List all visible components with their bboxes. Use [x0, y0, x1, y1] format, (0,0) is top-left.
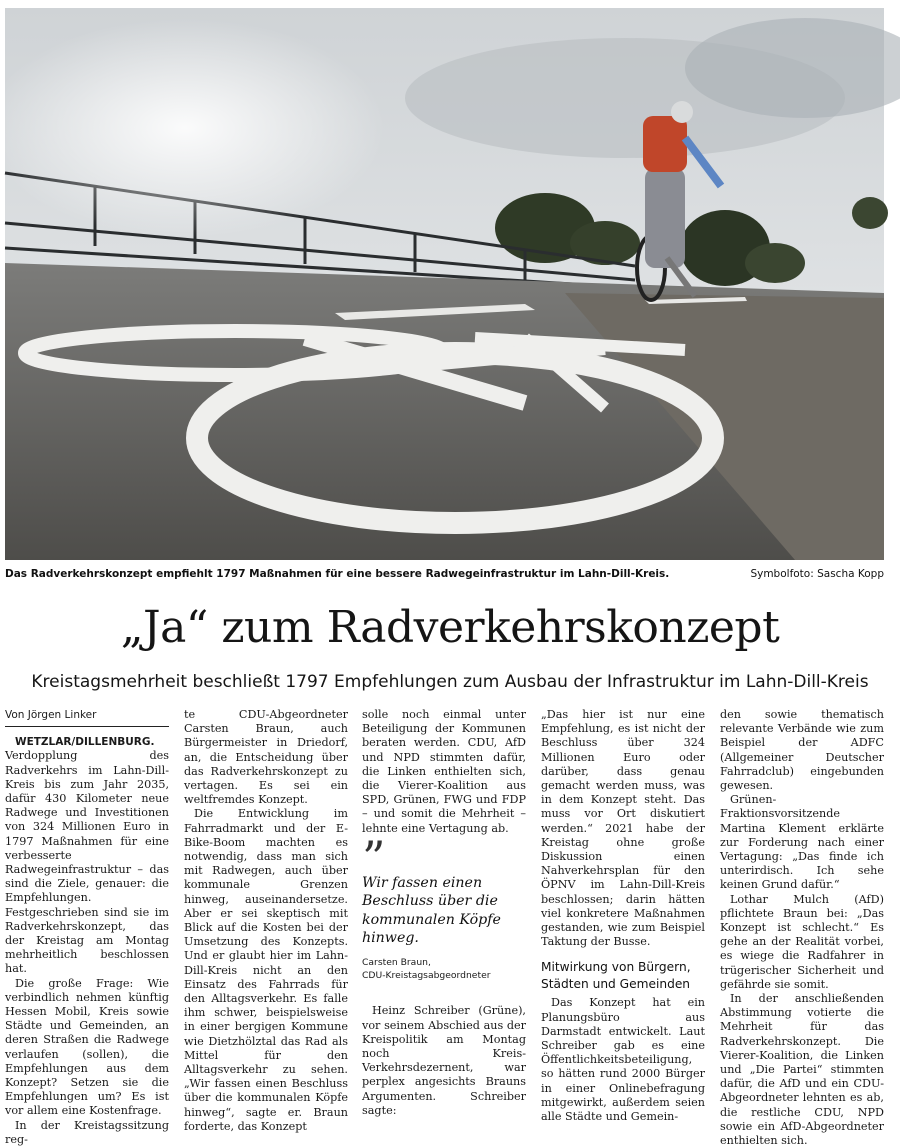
paragraph: In der anschließenden Abstimmung votierte die Mehrheit für das Radverkehrskonzept. Die Vierer-Koalition, die Linken und „Die Partei“ stimmten dafür, die AfD und ein CDU-Abgeordneter lehnten es ab, die restliche CDU, NPD sowie ein AfD-Abgeordneter enthielten sich. — [720, 992, 884, 1148]
article-column-3 — [362, 708, 526, 1117]
photo-caption — [5, 568, 884, 584]
article-column-2 — [184, 708, 348, 1133]
paragraph: WETZLAR/DILLENBURG. Verdopplung des Radverkehrs im Lahn-Dill-Kreis bis zum Jahr 2035, dafür 430 Kilometer neue Radwege und Investitionen von 324 Millionen Euro in 1797 Maßnahmen für eine verbesserte Radwegeinfrastruktur – das sind die Ziele, genauer: die Empfehlungen. Festgeschrieben sind sie im Radverkehrskonzept, das der Kreistag am Montag mehrheitlich beschlossen hat. — [5, 736, 169, 976]
article-column-1 — [5, 708, 169, 1146]
section-subheading: Mitwirkung von Bürgern, Städten und Gemeinden — [541, 960, 691, 991]
quote-author-name: Carsten Braun, — [362, 957, 431, 969]
pull-quote: Wir fassen einen Beschluss über die kommunalen Köpfe hinweg. — [362, 874, 501, 947]
quote-author-role: CDU-Kreistagsabgeordneter — [362, 969, 491, 981]
byline: Von Jörgen Linker — [5, 708, 169, 727]
photo-credit: Symbolfoto: Sascha Kopp — [750, 568, 884, 580]
paragraph: Die große Frage: Wie verbindlich nehmen künftig Hessen Mobil, Kreis sowie Städte und Gemeinden, an deren Straßen die Radwege verlaufen (sollen), die Empfehlungen aus dem Konzept? Setzen sie die Empfehlungen um? Es ist vor allem eine Kostenfrage. — [5, 976, 169, 1118]
paragraph: te CDU-Abgeordneter Carsten Braun, auch Bürgermeister in Driedorf, an, die Entscheidung über das Radverkehrskonzept zu vertagen. Es sei ein weltfremdes Konzept. — [184, 708, 348, 807]
dateline: WETZLAR/DILLENBURG. — [15, 736, 155, 749]
paragraph: Grünen-Fraktionsvorsitzende Martina Klement erklärte zur Forderung nach einer Vertagung: „Das finde ich unterirdisch. Ich sehe keinen Grund dafür.“ — [720, 793, 884, 892]
article-column-5 — [720, 708, 884, 1148]
headline: „Ja“ zum Radverkehrskonzept — [120, 602, 780, 653]
paragraph: In der Kreistagssitzung reg- — [5, 1118, 169, 1146]
paragraph: Die Entwicklung im Fahrradmarkt und der E-Bike-Boom machten es notwendig, dass man sich mit Radwegen, auch über kommunale Grenzen hinweg, auseinandersetze. Aber er sei skeptisch mit Blick auf die Kosten bei der Umsetzung des Konzepts. Und er glaubt hier im Lahn-Dill-Kreis nicht an den Einsatz des Fahrrads für den Alltagsverkehr. Es falle ihm schwer, beispielsweise in einer bergigen Kommune wie Dietzhölztal das Rad als Mittel für den Alltagsverkehr zu sehen. „Wir fassen einen Beschluss über die kommunalen Köpfe hinweg“, sagte er. Braun forderte, das Konzept — [184, 807, 348, 1133]
quote-mark-icon: ” — [362, 830, 386, 885]
caption-text: Das Radverkehrskonzept empfiehlt 1797 Maßnahmen für eine bessere Radwegeinfrastruktur im Lahn-Dill-Kreis. — [5, 568, 670, 580]
paragraph: Lothar Mulch (AfD) pflichtete Braun bei: „Das Konzept ist schlecht.“ Es gehe an der Realität vorbei, es wiege die Radfahrer in trügerischer Sicherheit und gefährde sie somit. — [720, 892, 884, 991]
quote-author — [362, 957, 526, 982]
paragraph: „Das hier ist nur eine Empfehlung, es ist nicht der Beschluss über 324 Millionen Euro oder darüber, dass genau gemacht werden muss, was in dem Konzept steht. Das muss vor Ort diskutiert werden.“ 2021 habe der Kreistag ohne große Diskussion einen Nahverkehrsplan für den ÖPNV im Lahn-Dill-Kreis beschlossen; darin hätten viel konkretere Maßnahmen gestanden, wie zum Beispiel Taktung der Busse. — [541, 708, 705, 949]
paragraph: Heinz Schreiber (Grüne), vor seinem Abschied aus der Kreispolitik am Montag noch Kreis-Verkehrsdezernent, war perplex angesichts Brauns Argumenten. Schreiber sagte: — [362, 1004, 526, 1117]
paragraph: solle noch einmal unter Beteiligung der Kommunen beraten werden. CDU, AfD und NPD stimmten dafür, die Linken enthielten sich, die Vierer-Koalition aus SPD, Grünen, FWG und FDP – und somit die Mehrheit – lehnte eine Vertagung ab. — [362, 708, 526, 835]
paragraph: Das Konzept hat ein Planungsbüro aus Darmstadt entwickelt. Laut Schreiber gab es eine Öffentlichkeitsbeteiligung, so hätten rund 2000 Bürger in einer Onlinebefragung mitgewirkt, außerdem seien alle Städte und Gemein- — [541, 996, 705, 1124]
bike-lane-illustration — [5, 8, 884, 560]
paragraph: den sowie thematisch relevante Verbände wie zum Beispiel der ADFC (Allgemeiner Deutscher Fahrradclub) eingebunden gewesen. — [720, 708, 884, 793]
article-column-4 — [541, 708, 705, 1124]
article-photo — [5, 8, 884, 560]
subheadline: Kreistagsmehrheit beschließt 1797 Empfehlungen zum Ausbau der Infrastruktur im Lahn-Dill-Kreis — [31, 672, 869, 692]
